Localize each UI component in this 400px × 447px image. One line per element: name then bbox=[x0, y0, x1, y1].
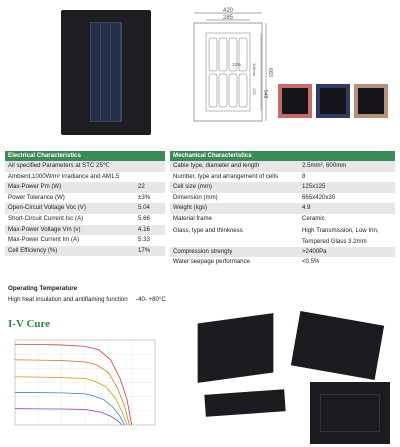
solar-panel bbox=[90, 22, 122, 122]
mechanical-table bbox=[170, 151, 395, 268]
mechanical-header: Mechanical Characteristics bbox=[170, 151, 395, 161]
dim-right-inner: 548 bbox=[262, 90, 268, 99]
dim-label-a: 12% bbox=[232, 62, 242, 67]
color-swatch-tan bbox=[354, 84, 388, 118]
table-row: Material frame Ceramic bbox=[173, 214, 325, 222]
table-row: Cell Efficiency (%) 17% bbox=[5, 246, 165, 257]
iv-curve-title: I-V Cure bbox=[8, 318, 51, 330]
product-photo bbox=[291, 311, 384, 380]
operating-temperature-row bbox=[8, 296, 166, 303]
table-row: Ambient,1000W/m² irradiance and AM1.5 bbox=[8, 172, 120, 180]
operating-temperature-title: Operating Temperature bbox=[8, 285, 78, 292]
table-row: Glass, type and thinkness High Transmission, Low Irin, Tempered Glass 3.2mm bbox=[173, 226, 379, 245]
table-row: Dimension (mm) 665x420x30 bbox=[173, 193, 336, 201]
table-row: Short-Circuit Current Isc (A) 5.66 bbox=[8, 214, 150, 222]
product-photo bbox=[204, 389, 285, 417]
dim-label-b: 118mm bbox=[252, 63, 257, 77]
panel-cell bbox=[101, 23, 111, 121]
table-row: Water seepage performance <0.5% bbox=[173, 258, 320, 266]
panel-cell bbox=[91, 23, 101, 121]
table-row: Max-Power Voltage Vm (v) 4.16 bbox=[5, 225, 165, 236]
dim-label-c: 125 bbox=[252, 88, 257, 95]
table-row: Max-Power Pm (W) 22 bbox=[5, 182, 165, 193]
table-row: Max-Power Current Im (A) 5.33 bbox=[8, 236, 150, 244]
table-row: Cell size (mm) 125x125 bbox=[170, 182, 395, 193]
dim-top-inner: 285 bbox=[222, 15, 234, 21]
solar-tile-photo bbox=[61, 10, 151, 135]
dim-right-outer: 665 bbox=[267, 68, 273, 78]
dim-top-outer: 420 bbox=[222, 8, 234, 14]
table-row: Power Tolerance (W) ±3% bbox=[8, 193, 151, 201]
electrical-header: Electrical Characteristics bbox=[5, 151, 165, 161]
product-photo bbox=[198, 313, 274, 383]
table-row: Compression strengty >2400Pa bbox=[170, 247, 395, 258]
panel-cell bbox=[111, 23, 121, 121]
table-row: Number, type and arrangement of cells 8 bbox=[173, 172, 306, 180]
product-photo bbox=[310, 382, 390, 444]
operating-label: High heat insulation and antiflaming function bbox=[8, 296, 128, 303]
table-row: All specified Parameters at STC 25℃ bbox=[5, 161, 165, 172]
color-swatch-blue bbox=[316, 84, 350, 118]
table-row: Cable type, diameter and length 2.5mm², 600mm bbox=[170, 161, 395, 172]
iv-chart bbox=[5, 335, 175, 440]
dimension-drawing bbox=[192, 8, 272, 123]
operating-value: -40- +80°C bbox=[136, 296, 166, 303]
color-swatch-red bbox=[278, 84, 312, 118]
table-row: Weight (kgs) 4.9 bbox=[170, 203, 395, 214]
table-row: Open-Circuit Voltage Voc (V) 5.04 bbox=[5, 203, 165, 214]
electrical-table bbox=[5, 151, 165, 256]
